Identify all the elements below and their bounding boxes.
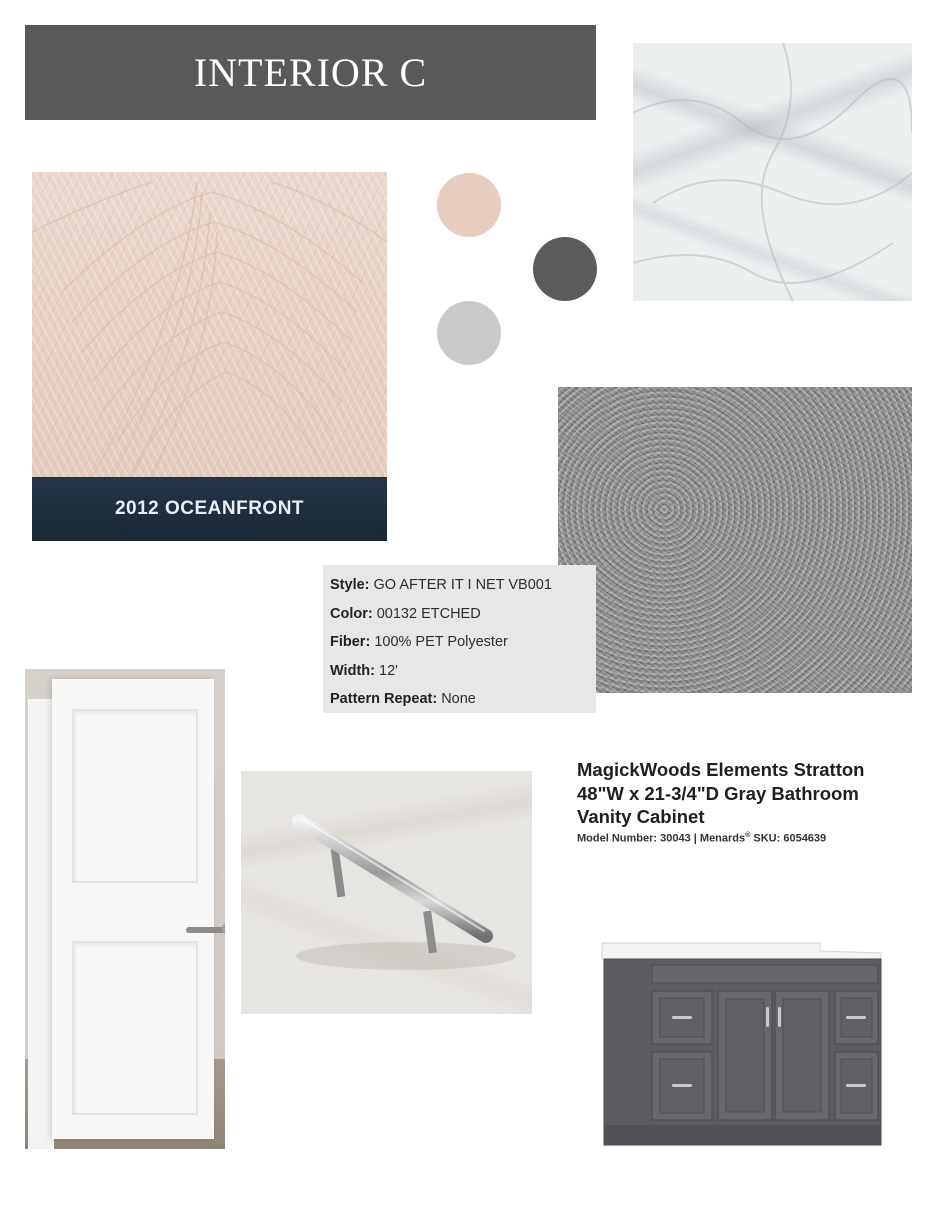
- vanity-sku: SKU: 6054639: [753, 832, 827, 845]
- spec-width-value: 12': [379, 662, 398, 679]
- door-lever-handle: [186, 927, 225, 933]
- marble-countertop-sample: [633, 43, 912, 301]
- vanity-retailer: Menards: [699, 832, 746, 845]
- color-swatch-blush: [437, 173, 501, 237]
- spec-style-value: GO AFTER IT I NET VB001: [373, 577, 552, 593]
- door-frame: [28, 699, 54, 1149]
- vanity-cabinet-image: [598, 935, 883, 1150]
- vanity-product-title: MagickWoods Elements Stratton 48"W x 21-3/4"D Gray Bathroom Vanity Cabinet: [577, 759, 865, 827]
- spec-fiber-value: 100% PET Polyester: [374, 634, 508, 650]
- spec-fiber-row: [330, 628, 596, 657]
- vanity-model-number: Model Number: 30043: [577, 832, 691, 845]
- spec-color-label: Color:: [330, 605, 373, 622]
- spec-fiber-label: Fiber:: [330, 634, 371, 650]
- wood-grain-image: [32, 172, 387, 477]
- page-title: INTERIOR C: [193, 50, 428, 95]
- flooring-label: 2012 OCEANFRONT: [114, 498, 305, 519]
- door-slab: [52, 679, 214, 1139]
- spec-width-label: Width:: [330, 662, 375, 679]
- spec-width-row: [330, 657, 596, 686]
- spec-color-row: [330, 600, 596, 629]
- spec-style-row: [330, 571, 596, 600]
- header-banner: [25, 25, 596, 120]
- carpet-spec-card: [323, 565, 596, 713]
- door-panel-top: [72, 709, 198, 883]
- spec-pattern-row: [330, 685, 596, 714]
- vanity-product-meta: [577, 832, 907, 845]
- spec-pattern-value: None: [441, 691, 476, 707]
- carpet-sample: [558, 387, 912, 693]
- door-panel-bottom: [72, 941, 198, 1115]
- color-swatch-light-gray: [437, 301, 501, 365]
- spec-style-label: Style:: [330, 577, 370, 593]
- cabinet-pull-photo: [241, 771, 532, 1014]
- registered-mark: ®: [745, 832, 751, 839]
- vanity-cabinet-drawing: [598, 935, 883, 1150]
- flooring-label-strip: [32, 477, 387, 541]
- spec-color-value: 00132 ETCHED: [376, 605, 481, 622]
- wood-grain-pattern: [32, 172, 387, 477]
- interior-door-photo: [25, 669, 225, 1149]
- color-swatch-charcoal: [533, 237, 597, 301]
- wood-flooring-sample: [32, 172, 387, 541]
- vanity-separator: |: [693, 832, 697, 845]
- marble-veins: [633, 43, 912, 301]
- spec-pattern-label: Pattern Repeat:: [330, 691, 438, 707]
- bar-pull-handle: [241, 771, 532, 1014]
